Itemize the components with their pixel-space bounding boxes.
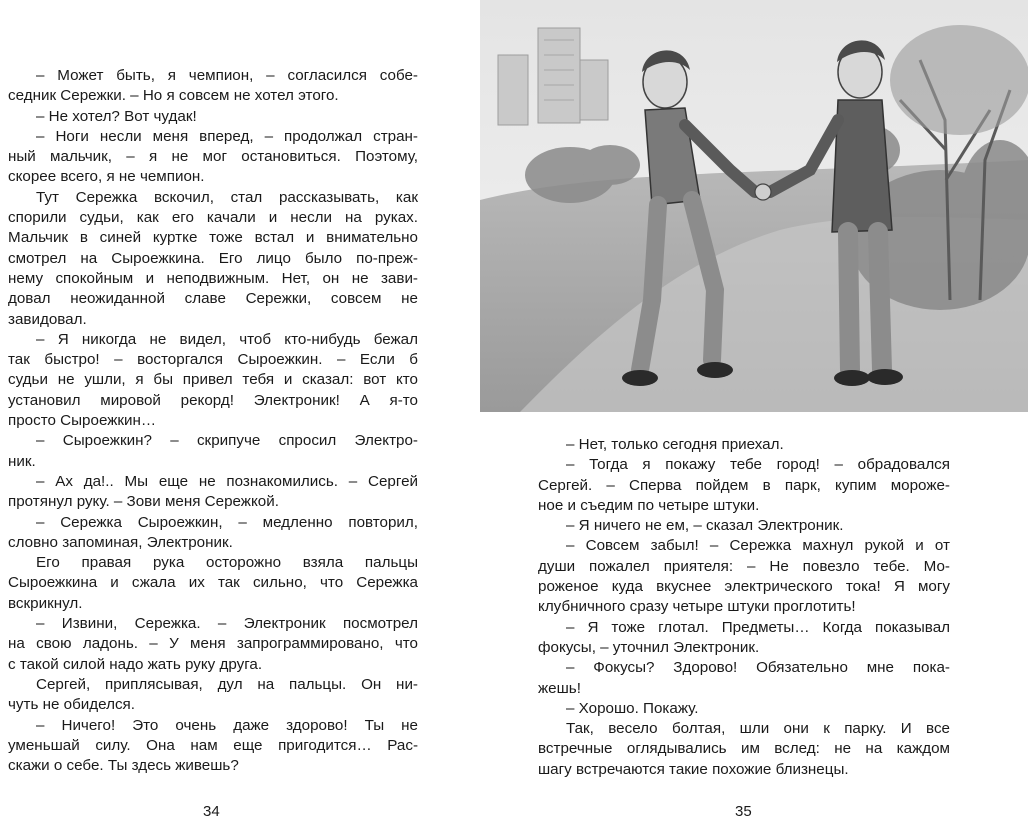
text-line: просто Сыроежкин… <box>8 412 157 430</box>
text-line: Тут Сережка вскочил, стал рассказывать, как <box>36 188 418 206</box>
text-line: чуть не обиделся. <box>8 696 135 714</box>
text-line: – Сережка Сыроежкин, – медленно повторил, <box>36 513 418 531</box>
text-line: довал неожиданной славе Сережки, совсем не <box>8 290 418 308</box>
text-line: жешь! <box>538 679 581 697</box>
text-line: – Может быть, я чемпион, – согласился собе- <box>36 67 418 84</box>
text-line: спорили судьи, как его качали и несли на руках. <box>8 209 418 227</box>
text-line: седник Сережки. – Но я совсем не хотел этого. <box>8 87 339 105</box>
text-line: – Хорошо. Покажу. <box>566 699 699 717</box>
right-page-text <box>538 435 950 780</box>
text-line: судьи не ушли, я бы привел тебя и сказал: вот кто <box>8 371 418 389</box>
text-line: – Я ничего не ем, – сказал Электроник. <box>566 517 844 535</box>
text-line: души пожалел приятеля: – Не повезло тебе. Мо- <box>538 557 950 575</box>
text-line: Сергей, приплясывая, дул на пальцы. Он ни- <box>36 675 418 693</box>
text-line: – Нет, только сегодня приехал. <box>566 436 784 453</box>
text-line: – Фокусы? Здорово! Обязательно мне пока- <box>566 659 950 677</box>
text-line: – Совсем забыл! – Сережка махнул рукой и от <box>566 537 950 555</box>
text-line: протянул руку. – Зови меня Сережкой. <box>8 493 279 511</box>
text-line: уменьшай силу. Она нам еще пригодится… Рас- <box>8 736 418 754</box>
text-line: нему спокойным и неподвижным. Нет, он не зави- <box>8 269 418 287</box>
text-line: Так, весело болтая, шли они к парку. И все <box>566 720 950 738</box>
text-line: Сыроежкина и сжала их так сильно, что Сережка <box>8 574 418 592</box>
text-line: фокусы, – уточнил Электроник. <box>538 638 760 656</box>
text-line: Его правая рука осторожно взяла пальцы <box>36 554 418 572</box>
text-line: завидовал. <box>8 310 87 328</box>
text-line: скажи о себе. Ты здесь живешь? <box>8 757 239 775</box>
left-page-text <box>8 66 418 776</box>
text-line: встречные оглядывались им вслед: не на каждом <box>538 740 950 758</box>
page-number-right: 35 <box>735 803 752 820</box>
text-line: ный мальчик, – я не мог остановиться. Поэтому, <box>8 148 418 166</box>
text-line: установил мировой рекорд! Электроник! А я-то <box>8 391 418 409</box>
text-line: с такой силой надо жать руку друга. <box>8 655 263 673</box>
text-line: ное и съедим по четыре штуки. <box>538 496 760 514</box>
text-line: – Не хотел? Вот чудак! <box>36 107 197 125</box>
text-line: вскрикнул. <box>8 594 83 612</box>
text-line: – Ничего! Это очень даже здорово! Ты не <box>36 716 418 734</box>
text-line: – Тогда я покажу тебе город! – обрадовался <box>566 456 950 474</box>
text-line: – Я никогда не видел, чтоб кто-нибудь бежал <box>36 330 418 348</box>
text-line: – Ах да!.. Мы еще не познакомились. – Сергей <box>36 472 418 490</box>
text-line: клубничного сразу четыре штуки проглотить! <box>538 598 856 616</box>
handshake <box>755 184 771 200</box>
text-line: так быстро! – восторгался Сыроежкин. – Если б <box>8 351 418 369</box>
text-line: ник. <box>8 452 36 470</box>
page-number-left: 34 <box>203 803 220 820</box>
illustration <box>480 0 1028 412</box>
text-line: словно запоминая, Электроник. <box>8 533 233 551</box>
text-line: на свою ладонь. – У меня запрограммировано, что <box>8 635 418 653</box>
text-line: роженое куда вкуснее электрического тока! Я могу <box>538 578 950 596</box>
text-line: – Я тоже глотал. Предметы… Когда показывал <box>566 618 950 636</box>
text-line: Сергей. – Сперва пойдем в парк, купим мороже- <box>538 476 950 494</box>
text-line: – Ноги несли меня вперед, – продолжал стран- <box>36 127 418 145</box>
text-line: Мальчик в синей куртке тоже встал и внимательно <box>8 229 418 247</box>
text-line: скорее всего, я не чемпион. <box>8 168 205 186</box>
text-line: – Сыроежкин? – скрипуче спросил Электро- <box>36 432 418 450</box>
text-line: шагу встречаются такие похожие близнецы. <box>538 760 849 778</box>
text-line: смотрел на Сыроежкина. Его лицо было по-преж- <box>8 249 418 267</box>
text-line: – Извини, Сережка. – Электроник посмотрел <box>36 615 418 633</box>
